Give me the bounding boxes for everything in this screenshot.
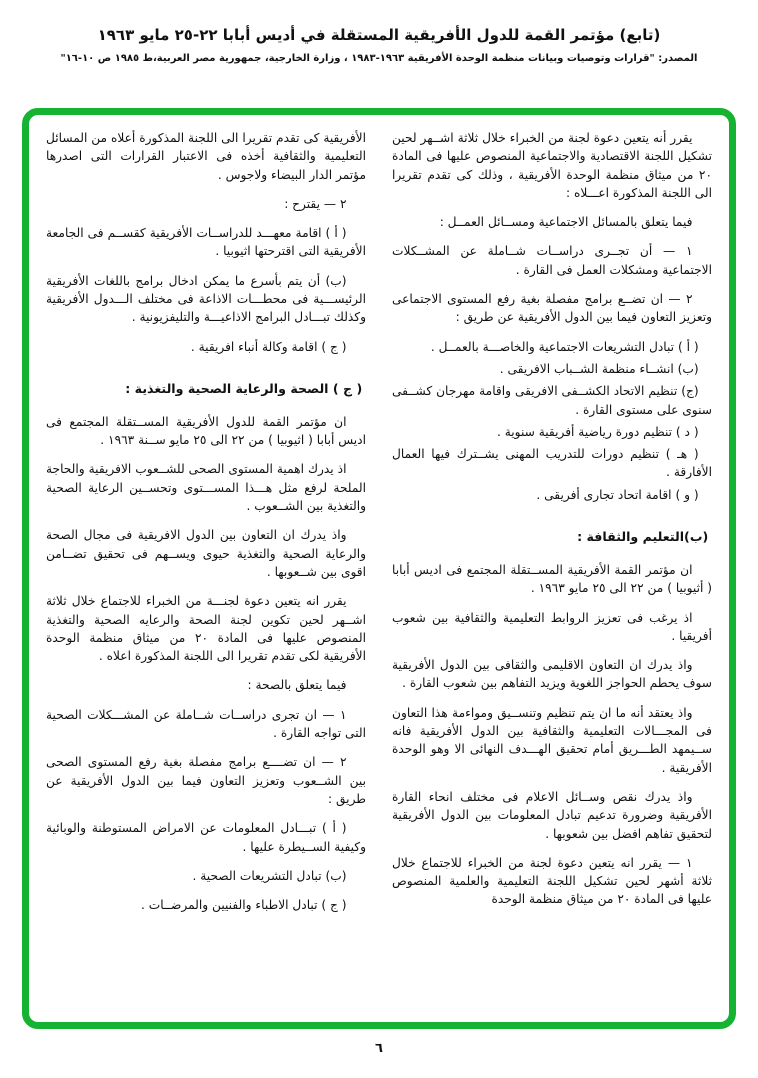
paragraph: اذ يرغب فى تعزيز الروابط التعليمية والثقافية بين شعوب أفريقيا . bbox=[392, 610, 712, 643]
paragraph: ( ج ) اقامة وكالة أنباء افريقية . bbox=[190, 339, 347, 354]
document-frame bbox=[22, 108, 736, 1029]
paragraph: ( أ ) اقامة معهـــد للدراســات الأفريقية كقســم فى الجامعة الأفريقية التى اقترحتها اثيوبيا . bbox=[46, 226, 366, 259]
paragraph: واذ يدرك نقص وســائل الاعلام فى مختلف انحاء القارة الأفريقية وضرورة تدعيم تبادل المعلومات بين الدول الأفريقية لتحقيق تفاهم افضل بين شعوبها . bbox=[392, 789, 712, 841]
paragraph: اذ يدرك اهمية المستوى الصحى للشــعوب الافريقية والحاجة الملحة لرفع مثل هـــذا المســـتوى وتحســين الرعاية الصحية والتغذية بين الشــعوب . bbox=[46, 462, 366, 514]
paragraph: (ب) أن يتم بأسرع ما يمكن ادخال برامج باللغات الأفريقية الرئيســـية فى محطـــات الاذاعة فى مختلف الـــدول الأفريقية وكذلك تبـــادل البرامج الاذاعيـــة والتليفزيونية . bbox=[46, 273, 366, 325]
paragraph: فيما يتعلق بالمسائل الاجتماعية ومســائل العمــل : bbox=[439, 215, 693, 230]
paragraph: (ب) تبادل التشريعات الصحية . bbox=[192, 868, 347, 883]
page-number: ٦ bbox=[375, 1041, 383, 1056]
paragraph: ١ — يقرر انه يتعين دعوة لجنة من الخبراء للاجتماع خلال ثلاثة أشهر لحين تشكيل اللجنة التعليمية والعلمية المنصوص عليها فى المادة ٢٠ من ميثاق منظمة الوحدة bbox=[392, 855, 712, 907]
paragraph: (ب) انشــاء منظمة الشــباب الافريقى . bbox=[499, 361, 699, 376]
column-left bbox=[46, 129, 366, 1012]
paragraph: ٢ — ان تضــــع برامج مفصلة بغية رفع المستوى الصحى بين الشــعوب وتعزيز التعاون فيما بين الدول الأفريقية عن طريق : bbox=[46, 755, 366, 806]
paragraph: ( أ ) تبـــادل المعلومات عن الامراض المستوطنة والوبائية وكيفية الســيطرة عليها . bbox=[46, 821, 366, 854]
paragraph: ٢ — يقترح : bbox=[284, 196, 347, 211]
paragraph: ٢ — ان تضــع برامج مفصلة بغية رفع المستوى الاجتماعى وتعزيز التعاون فيما بين الدول الأفريقية عن طريق : bbox=[392, 292, 712, 325]
paragraph: ان مؤتمر القمة الأفريقية المســتقلة المجتمع فى اديس أبابا ( أثيوبيا ) من ٢٢ الى ٢٥ مايو ١٩٦٣ . bbox=[392, 562, 712, 596]
paragraph: ( أ ) تبادل التشريعات الاجتماعية والخاصـــة بالعمــل . bbox=[430, 339, 699, 354]
paragraph: (ج) تنظيم الاتحاد الكشــفى الافريقى واقامة مهرجان كشــفى سنوى على مستوى القارة . bbox=[392, 384, 712, 417]
paragraph: واذ يدرك ان التعاون بين الدول الافريقية فى مجال الصحة والرعاية الصحية والتغذية حيوى ويســهم فى تحقيق تضــامن اقوى بين شــعوبها . bbox=[46, 528, 366, 579]
paragraph: ان مؤتمر القمة للدول الأفريقية المســتقلة المجتمع فى اديس أبابا ( اثيوبيا ) من ٢٢ الى ٢٥ مايو ســنة ١٩٦٣ . bbox=[46, 414, 366, 448]
paragraph: الأفريقية كى تقدم تقريرا الى اللجنة المذكورة أعلاه من المسائل التعليمية والثقافية أخذه فى الاعتبار القرارات التى اصدرها مؤتمر الدار البيضاء ولاجوس . bbox=[46, 131, 366, 182]
paragraph: واذ يعتقد أنه ما ان يتم تنظيم وتنســيق ومواءمة هذا التعاون فى المجـــالات التعليمية والثقافية بين الدول الأفريقية فانه ســيمهد الطـــريق أمام تحقيق الهـــدف النهائى الا وهو الوحدة الأفريقية . bbox=[392, 705, 712, 775]
paragraph: ١ — ان تجرى دراســات شــاملة عن المشـــكلات الصحية التى تواجه القارة . bbox=[46, 707, 366, 741]
section-heading: (ب)التعليم والثقافة : bbox=[577, 529, 709, 545]
paragraph: ١ — أن تجــرى دراســات شــاملة عن المشــكلات الاجتماعية ومشكلات العمل فى القارة . bbox=[392, 244, 712, 277]
column-right bbox=[392, 129, 712, 1012]
document-title: (تابع) مؤتمر القمة للدول الأفريقية المستقلة في أديس أبابا ٢٢-٢٥ مايو ١٩٦٣ bbox=[97, 26, 661, 44]
paragraph: فيما يتعلق بالصحة : bbox=[247, 678, 347, 693]
section-heading: ( ج ) الصحة والرعاية الصحية والتغذية : bbox=[125, 380, 363, 396]
paragraph: ( و ) اقامة اتحاد تجارى أفريقى . bbox=[536, 487, 699, 502]
document-header bbox=[0, 26, 758, 64]
paragraph: ( د ) تنظيم دورة رياضية أفريقية سنوية . bbox=[496, 424, 699, 439]
two-column-layout bbox=[46, 129, 712, 1012]
paragraph: ( ج ) تبادل الاطباء والفنيين والمرضــات . bbox=[140, 898, 347, 913]
paragraph: واذ يدرك ان التعاون الاقليمى والثقافى بين الدول الأفريقية سوف يحطم الحواجز اللغوية ويزيد التفاهم بين شعوب القارة . bbox=[392, 658, 712, 691]
paragraph: يقرر أنه يتعين دعوة لجنة من الخبراء خلال ثلاثة اشــهر لحين تشكيل اللجنة الاقتصادية والاجتماعية المنصوص عليها فى المادة ٢٠ من ميثاق منظمة الوحدة الأفريقية ، وذلك كى تقدم تقريرا الى اللجنة المذكورة اعـــلاه : bbox=[392, 131, 712, 200]
source-citation: المصدر: "قرارات وتوصيات وبيانات منظمة الوحدة الأفريقية ١٩٦٣-١٩٨٣ ، وزارة الخارجية، جمهورية مصر العربية،ط ١٩٨٥ ص ١٠-١٦" bbox=[60, 53, 698, 64]
paragraph: يقرر انه يتعين دعوة لجنـــة من الخبراء للاجتماع خلال ثلاثة اشــهر لحين تكوين لجنة الصحة والرعايه الصحية والتغذية المنصوص عليها فى المادة ٢٠ من ميثاق منظمة الوحدة الأفريقية لكى تقدم تقريرا الى اللجنة المذكورة اعلاه . bbox=[46, 594, 366, 664]
paragraph: ( هـ ) تنظيم دورات للتدريب المهنى يشــترك فيها العمال الأفارقة . bbox=[392, 447, 712, 480]
